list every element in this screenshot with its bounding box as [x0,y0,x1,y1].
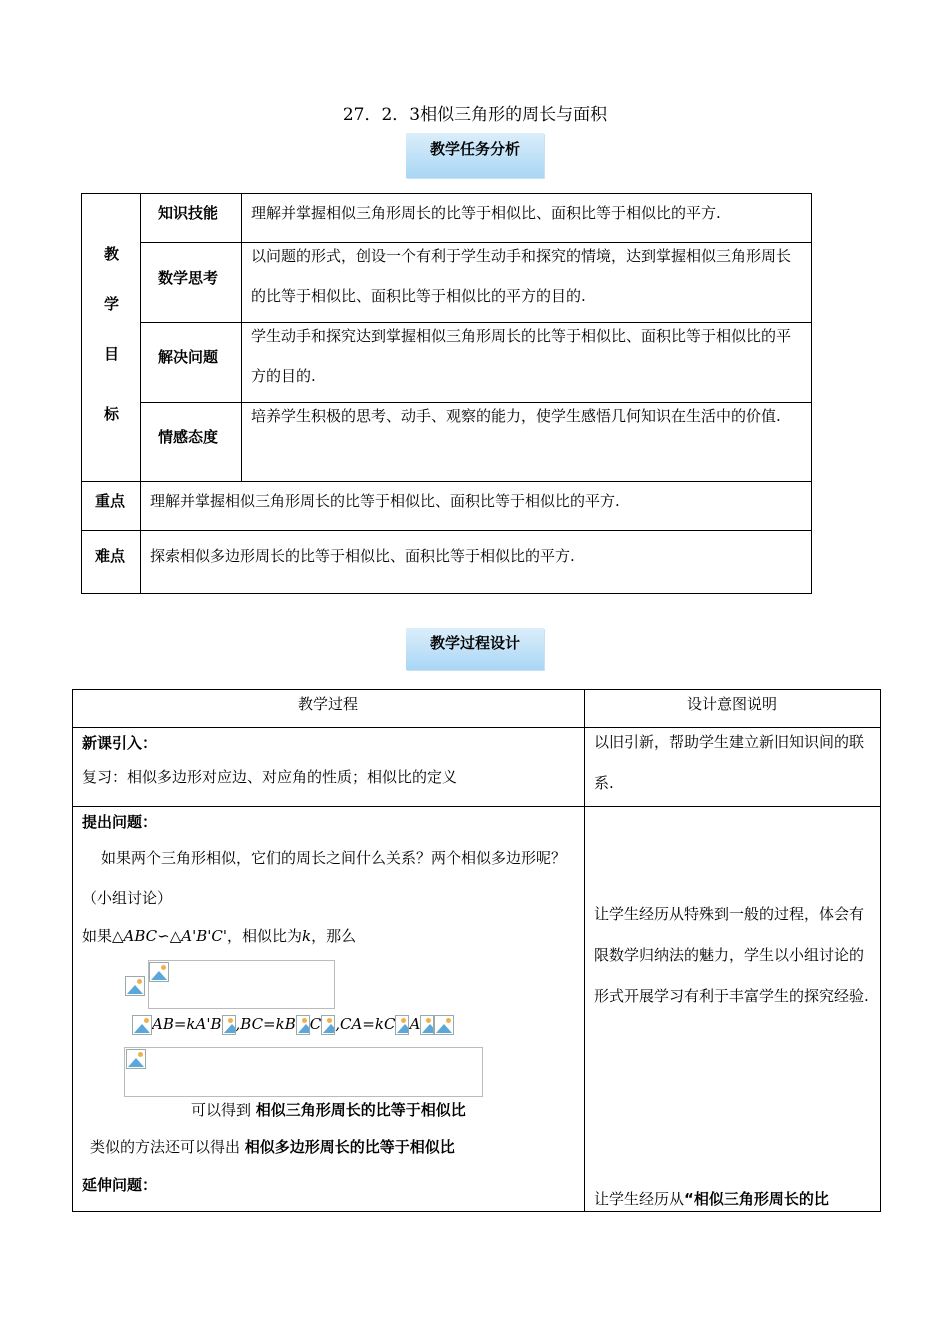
key-point-text: 理解并掌握相似三角形周长的比等于相似比、面积比等于相似比的平方. [150,492,620,510]
objective-text-attitude: 培养学生积极的思考、动手、观察的能力，使学生感悟几何知识在生活中的价值. [251,407,781,425]
section-banner-task-analysis: 教学任务分析 [406,133,544,178]
key-point-label: 重点 [95,492,126,510]
section-banner-process-design: 教学过程设计 [406,628,544,670]
broken-image-icon [395,1015,409,1035]
intro-heading: 新课引入： [82,734,158,752]
formula-image-box [148,960,335,1009]
broken-image-icon [222,1015,236,1035]
extend-heading: 延伸问题： [82,1176,158,1194]
similarity-statement: 如果△ABC∽△A'B'C'，相似比为k，那么 [82,927,357,945]
objective-label-attitude: 情感态度 [158,428,219,446]
question-text: 如果两个三角形相似，它们的周长之间什么关系？两个相似多边形呢？（小组讨论） [82,849,567,907]
broken-image-icon [296,1015,310,1035]
intro-text: 复习：相似多边形对应边、对应角的性质；相似比的定义 [82,768,458,786]
objective-label-problem-solving: 解决问题 [158,348,219,366]
objective-label-thinking: 数学思考 [158,269,219,287]
question-heading: 提出问题： [82,813,158,831]
broken-image-icon [434,1015,454,1035]
objective-text-problem-solving: 学生动手和探究达到掌握相似三角形周长的比等于相似比、面积比等于相似比的平方的目的. [251,327,792,385]
process-header-steps: 教学过程 [297,695,358,713]
objective-label-knowledge: 知识技能 [158,204,219,222]
objective-text-thinking: 以问题的形式，创设一个有利于学生动手和探究的情境，达到掌握相似三角形周长的比等于相似比、面积比等于相似比的平方的目的. [251,247,792,305]
side-ratio-formula: AB=kA'B ,BC=kB C ,CA=kC A [132,1014,454,1035]
broken-image-icon [126,1049,146,1069]
formula-image-box [124,1047,483,1097]
objectives-label-char: 标 [104,405,120,423]
objectives-label-char: 教 [104,245,120,263]
difficulty-text: 探索相似多边形周长的比等于相似比、面积比等于相似比的平方. [150,547,575,565]
broken-image-icon [321,1015,335,1035]
result-triangle-perimeter: 可以得到 相似三角形周长的比等于相似比 [191,1101,466,1119]
question-intent-note: 让学生经历从特殊到一般的过程，体会有限数学归纳法的魅力，学生以小组讨论的形式开展学习有利于丰富学生的探究经验. [594,905,869,1005]
difficulty-label: 难点 [95,547,126,565]
intro-intent-note: 以旧引新，帮助学生建立新旧知识间的联系. [594,733,865,792]
broken-image-icon [132,1015,152,1035]
objective-text-knowledge: 理解并掌握相似三角形周长的比等于相似比、面积比等于相似比的平方. [251,204,721,222]
page-title: 27．2．3相似三角形的周长与面积 [342,105,608,125]
process-header-intent: 设计意图说明 [686,695,777,713]
result-polygon-perimeter: 类似的方法还可以得出 相似多边形周长的比等于相似比 [90,1138,455,1156]
objectives-label-char: 学 [104,295,120,313]
extend-intent-note: 让学生经历从“相似三角形周长的比 [594,1190,829,1208]
broken-image-icon [149,962,169,982]
broken-image-icon [125,976,145,996]
objectives-label-char: 目 [104,345,120,363]
broken-image-icon [420,1015,434,1035]
